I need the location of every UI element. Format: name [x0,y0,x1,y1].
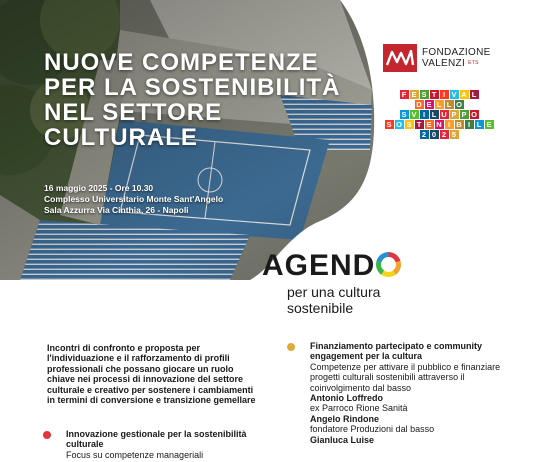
fondazione-line2: VALENZI [422,58,466,69]
festival-letter: S [406,119,412,129]
festival-letter: P [461,109,467,119]
festival-letter: S [386,119,392,129]
red-bullet-icon [43,431,51,439]
fondazione-ets: ETS [468,60,479,66]
festival-letter: U [441,109,447,119]
event-venue-line1: Complesso Universitario Monte Sant'Angelo [44,194,224,204]
festival-letter: 5 [450,130,459,139]
event-venue-line2: Sala Azzurra Via Cinthia, 26 - Napoli [44,205,189,215]
festival-letter: E [411,89,417,99]
festival-letter: L [430,110,439,119]
fondazione-line1: FONDAZIONE [422,47,491,58]
festival-letter: 0 [430,130,439,139]
item-description: Focus su competenze manageriali [66,449,204,460]
festival-letter: E [486,119,492,129]
festival-row [384,120,494,130]
festival-letter: V [451,89,457,99]
festival-letter: P [451,109,457,119]
agendo-word: AGEND [262,249,376,282]
agendo-tagline-2: sostenibile [287,300,354,316]
festival-letter: 2 [420,130,429,139]
festival-row [384,110,494,120]
festival-letter: S [421,89,427,99]
event-info [44,183,223,216]
festival-letter: S [401,109,407,119]
orange-bullet-icon [287,343,295,351]
event-title: NUOVE COMPETENZE PER LA SOSTENIBILITÀ NEL SETTORE CULTURALE [44,49,341,151]
festival-letter: I [465,120,474,129]
festival-letter: O [471,109,477,119]
festival-letter: L [470,90,479,99]
festival-letter: T [430,90,439,99]
sdg-wheel-icon [376,252,401,277]
fondazione-mark-icon [383,44,417,72]
agendo-tagline-1: per una cultura [287,284,381,300]
festival-letter: N [436,119,442,129]
event-date: 16 maggio 2025 - Ore 10.30 [44,183,154,193]
festival-letter: V [411,109,417,119]
agendo-logo [262,250,401,316]
intro-paragraph: Incontri di confronto e proposta per l'individuazione e il rafforzamento di profili professionali che possano giocare un ruolo chiave nei processi di innovazione del settore culturale e creativo per sostenere i cambiamenti in termini di conversione e transizione gemellare [47,343,256,406]
festival-letter: A [461,89,467,99]
speaker-role: fondatore Produzioni dal basso [310,424,435,435]
festival-letter: I [440,90,449,99]
speaker-list [310,393,527,445]
festival-letter: O [396,119,402,129]
festival-letter: D [416,99,422,109]
festival-letter: L [445,100,454,109]
list-item-finanziamento [287,341,527,445]
festival-letter: I [445,120,454,129]
festival-row [384,100,494,110]
festival-sviluppo-sostenibile-logo [384,90,494,140]
fondazione-valenzi-logo [383,44,491,72]
festival-row [384,130,494,140]
speaker-name: Antonio Loffredo [310,393,383,404]
festival-letter: 2 [440,130,449,139]
festival-letter: O [456,99,462,109]
festival-letter: E [426,119,432,129]
festival-letter: I [420,110,429,119]
festival-letter: L [475,120,484,129]
list-item-innovazione [43,429,253,460]
festival-letter: F [400,90,409,99]
item-heading: Finanziamento partecipato e community engagement per la cultura [310,341,483,362]
festival-letter: T [415,120,424,129]
item-heading: Innovazione gestionale per la sostenibilità culturale [66,429,247,450]
festival-letter: E [426,99,432,109]
speaker-name: Angelo Rindone [310,413,379,424]
festival-letter: L [435,100,444,109]
festival-row [384,90,494,100]
speaker-role: ex Parroco Rione Sanità [310,403,408,414]
speaker-name: Gianluca Luise [310,434,375,445]
item-description: Competenze per attivare il pubblico e finanziare progetti culturali sostenibili attraverso il coinvolgimento dal basso [310,361,501,393]
festival-letter: B [456,119,462,129]
